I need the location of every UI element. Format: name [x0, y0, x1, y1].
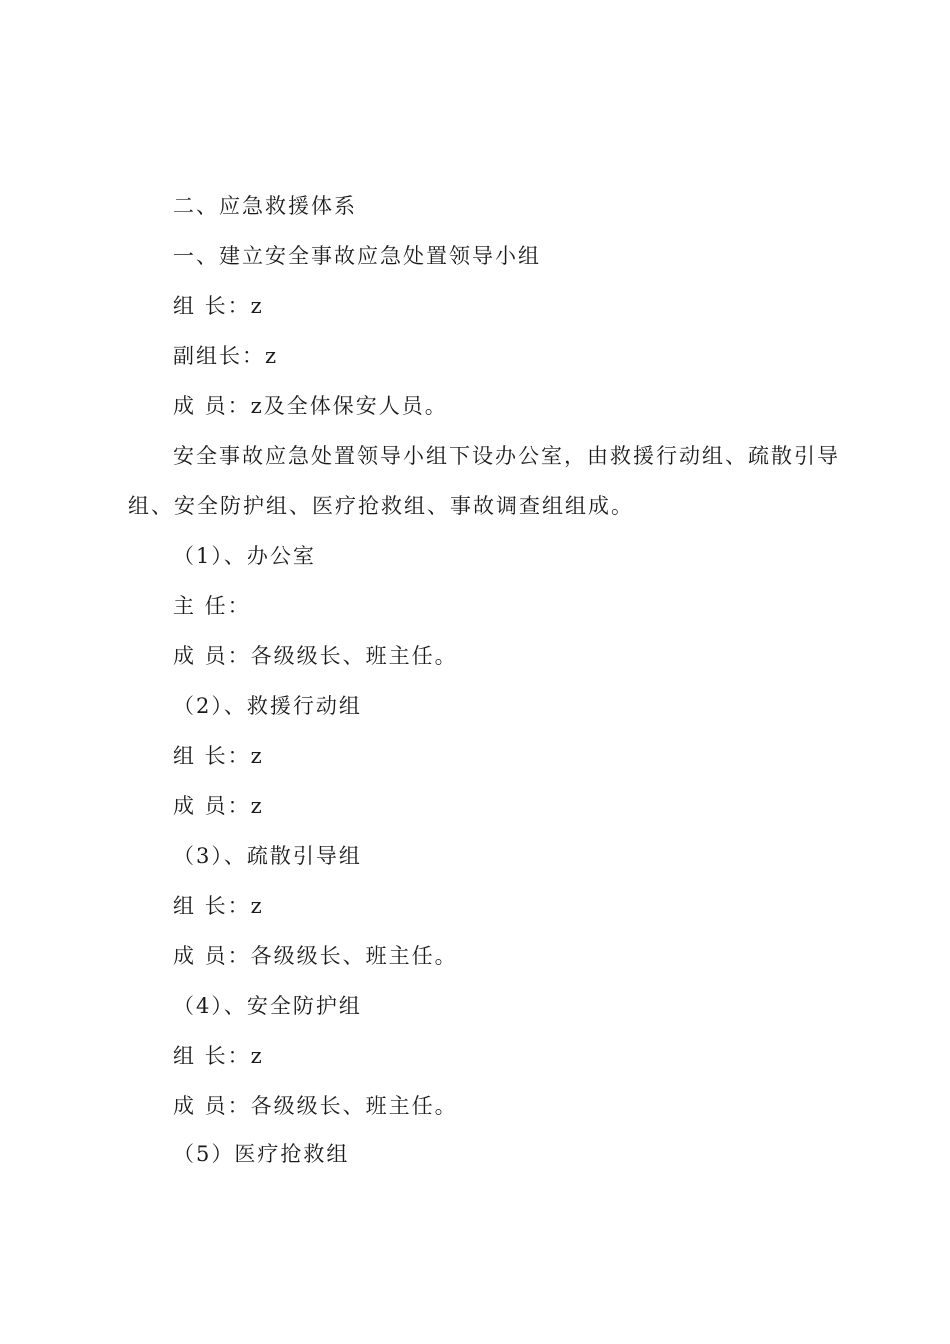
deputy-leader-line: 副组长：z [173, 344, 279, 368]
group-heading-medical: （5）医疗抢救组 [173, 1142, 350, 1166]
paragraph-line-continued: 组、安全防护组、医疗抢救组、事故调查组组成。 [128, 494, 634, 518]
group-heading-evacuation: （3）、疏散引导组 [173, 844, 362, 868]
leader-line: 组 长：z [173, 294, 264, 318]
members-line: 成 员：各级级长、班主任。 [173, 1094, 458, 1118]
members-line: 成 员：z及全体保安人员。 [173, 394, 448, 418]
group-heading-protection: （4）、安全防护组 [173, 994, 362, 1018]
members-line: 成 员：各级级长、班主任。 [173, 944, 458, 968]
section-heading: 二、应急救援体系 [173, 194, 357, 218]
leader-line: 组 长：z [173, 894, 264, 918]
members-line: 成 员：各级级长、班主任。 [173, 644, 458, 668]
leader-line: 组 长：z [173, 744, 264, 768]
paragraph-line: 安全事故应急处置领导小组下设办公室，由救援行动组、疏散引导 [173, 444, 840, 468]
members-line: 成 员：z [173, 794, 264, 818]
group-heading-rescue: （2）、救援行动组 [173, 694, 362, 718]
group-heading-office: （1）、办公室 [173, 544, 316, 568]
leader-line: 组 长：z [173, 1044, 264, 1068]
subsection-heading: 一、建立安全事故应急处置领导小组 [173, 244, 541, 268]
director-line: 主 任： [173, 594, 251, 618]
